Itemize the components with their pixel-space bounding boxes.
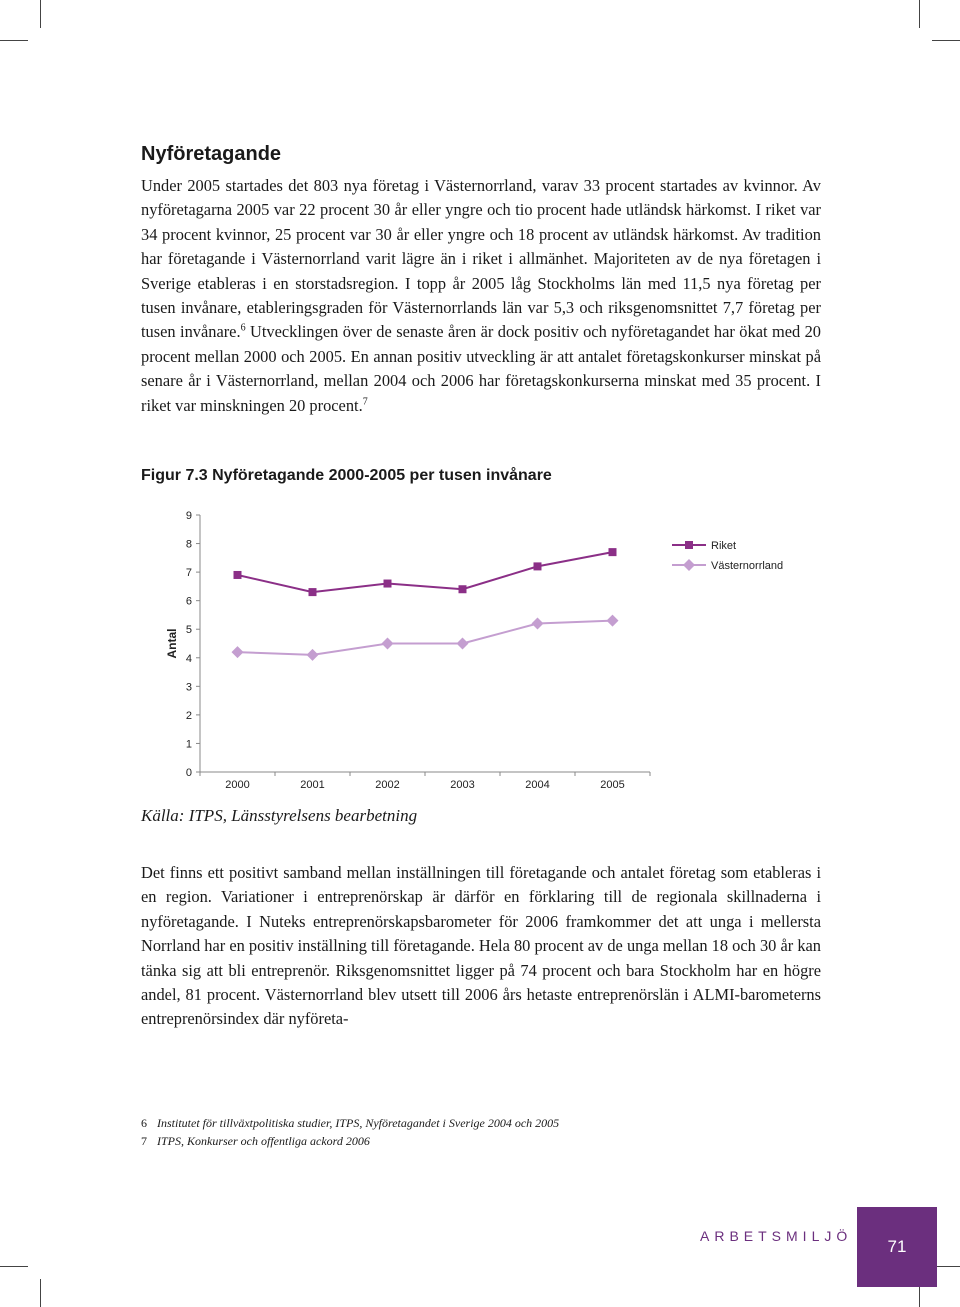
y-tick-label: 7 (185, 567, 192, 580)
y-tick-label: 6 (185, 595, 192, 608)
data-point (534, 562, 542, 570)
crop-mark (0, 1266, 28, 1267)
legend-label: Västernorrland (711, 560, 784, 572)
data-point (609, 548, 617, 556)
y-tick-label: 9 (185, 510, 192, 522)
legend-marker (683, 559, 695, 571)
y-tick-label: 0 (185, 767, 192, 779)
data-point (457, 638, 469, 650)
y-tick-label: 5 (185, 624, 192, 637)
figure-title: Figur 7.3 Nyföretagande 2000-2005 per tusen invånare (141, 467, 552, 484)
line-chart (150, 500, 800, 800)
crop-mark (40, 0, 41, 28)
x-tick-label: 2002 (375, 779, 400, 791)
crop-mark (932, 40, 960, 41)
x-tick-label: 2004 (525, 779, 550, 791)
crop-mark (919, 0, 920, 28)
y-tick-label: 8 (185, 538, 192, 551)
footer-brand: ARBETSMILJÖ (700, 1228, 853, 1244)
body-paragraph (141, 174, 821, 418)
paragraph-text: Under 2005 startades det 803 nya företag i Västernorrland, varav 33 procent startades av kvinnor. Av nyföretagarna 2005 var 22 procent 30 år eller yngre och tio procent hade utländsk härkomst. I riket var 34 procent kvinnor, 25 procent var 30 år eller yngre och 18 procent av utländsk härkomst. Av tradition har företagande i Västernorrland varit lägre än i riket i allmänhet. Majoriteten av de nya företagen i Sverige etableras i en storstadsregion. I topp år 2005 låg Stockholms län med 11,5 nya företag per tusen invånare, etableringsgraden för Västernorrlands län var 5,3 och riksgenomsnittet 7,7 företag per tusen invånare. (141, 176, 821, 342)
legend-label: Riket (711, 540, 737, 552)
x-tick-label: 2005 (600, 779, 625, 791)
data-point (307, 649, 319, 661)
figure-source: Källa: ITPS, Länsstyrelsens bearbetning (141, 806, 418, 825)
y-tick-label: 3 (185, 681, 192, 694)
data-point (532, 618, 544, 630)
footnote-reference[interactable]: 6 (240, 322, 246, 334)
footnote-text: ITPS, Konkurser och offentliga ackord 2006 (157, 1134, 370, 1148)
data-point (459, 585, 467, 593)
data-point (309, 588, 317, 596)
crop-mark (0, 40, 28, 41)
paragraph-text: Utvecklingen över de senaste åren är dock positiv och nyföretagandet har ökat med 20 procent mellan 2000 och 2005. En annan positiv utveckling är att antalet företagskonkurser minskat på senare år i Västernorrland, mellan 2004 och 2006 har företagskonkurserna minskat med 35 procent. I riket var minskningen 20 procent. (141, 322, 821, 415)
legend-marker (685, 541, 693, 549)
footnote-number: 7 (141, 1134, 147, 1148)
footnote-text: Institutet för tillväxtpolitiska studier, ITPS, Nyföretagandet i Sverige 2004 och 2005 (157, 1116, 560, 1130)
data-point (234, 571, 242, 579)
x-tick-label: 2001 (300, 779, 325, 791)
section-heading: Nyföretagande (141, 143, 282, 165)
crop-mark (40, 1279, 41, 1307)
y-tick-label: 1 (185, 738, 192, 751)
footnotes (141, 1114, 559, 1150)
body-paragraph: Det finns ett positivt samband mellan inställningen till företagande och antalet företag som etableras i en region. Variationer i entreprenörskap är därför en förklaring till de regionala skillnaderna i nyföretagande. I Nuteks entreprenörskapsbarometer för 2006 framkommer det att unga i mellersta Norrland har en positiv inställning till företagande. Hela 80 procent av de unga mellan 18 och 30 år kan tänka sig att bli entreprenör. Riksgenomsnittet ligger på 74 procent och bara Stockholm har en högre andel, 81 procent. Västernorrland blev utsett till 2006 års hetaste entreprenörslän i ALMI-barometerns entreprenörsindex där nyföreta- (141, 863, 821, 1029)
x-tick-label: 2003 (450, 779, 475, 791)
data-point (382, 638, 394, 650)
x-tick-label: 2000 (225, 779, 250, 791)
data-point (384, 580, 392, 588)
footnote (141, 1114, 559, 1132)
data-point (232, 646, 244, 658)
y-tick-label: 4 (185, 652, 192, 665)
footnote-reference[interactable]: 7 (362, 396, 368, 408)
series-line-1 (238, 621, 613, 655)
footnote (141, 1132, 559, 1150)
y-axis-label: Antal (165, 628, 179, 659)
data-point (607, 615, 619, 627)
footnote-number: 6 (141, 1116, 147, 1130)
page-number: 71 (857, 1207, 937, 1287)
series-line-0 (238, 552, 613, 592)
y-tick-label: 2 (185, 709, 192, 722)
